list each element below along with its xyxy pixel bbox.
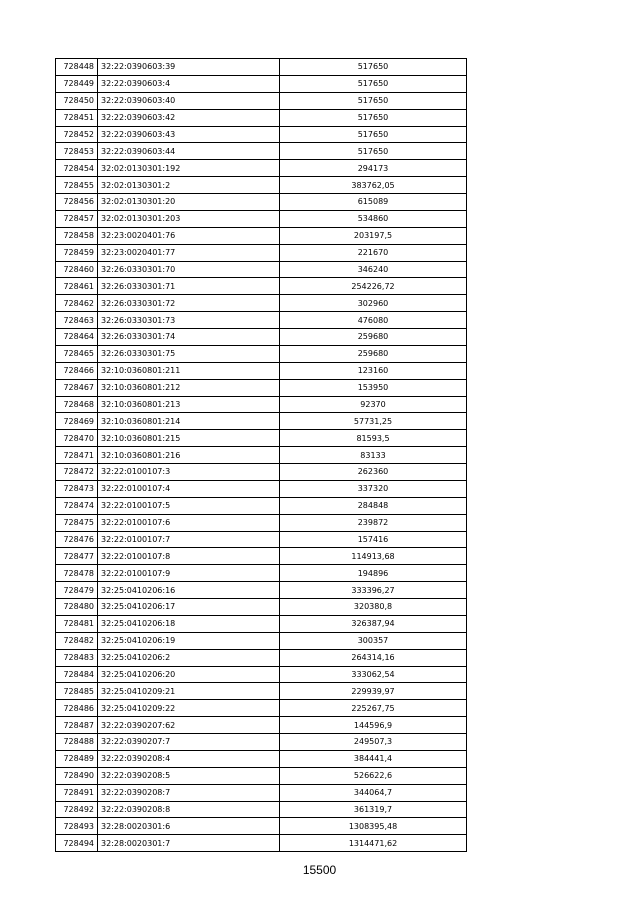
row-id-cell: 728470 <box>56 430 98 447</box>
cadastral-number-cell: 32:26:0330301:75 <box>98 345 280 362</box>
row-id-cell: 728493 <box>56 818 98 835</box>
cadastral-number-cell: 32:10:0360801:212 <box>98 379 280 396</box>
table-row <box>56 784 467 801</box>
value-cell: 294173 <box>280 160 467 177</box>
page-number: 15500 <box>302 863 337 877</box>
table-row <box>56 143 467 160</box>
value-cell: 383762,05 <box>280 177 467 194</box>
value-cell: 344064,7 <box>280 784 467 801</box>
table-row <box>56 514 467 531</box>
table-row <box>56 750 467 767</box>
row-id-cell: 728484 <box>56 666 98 683</box>
row-id-cell: 728487 <box>56 717 98 734</box>
value-cell: 1314471,62 <box>280 835 467 852</box>
table-row <box>56 160 467 177</box>
value-cell: 57731,25 <box>280 413 467 430</box>
row-id-cell: 728450 <box>56 92 98 109</box>
row-id-cell: 728473 <box>56 480 98 497</box>
cadastral-number-cell: 32:10:0360801:214 <box>98 413 280 430</box>
row-id-cell: 728482 <box>56 632 98 649</box>
registry-table-body <box>56 59 467 852</box>
value-cell: 262360 <box>280 464 467 481</box>
cadastral-number-cell: 32:26:0330301:72 <box>98 295 280 312</box>
cadastral-number-cell: 32:02:0130301:203 <box>98 210 280 227</box>
table-row <box>56 531 467 548</box>
row-id-cell: 728481 <box>56 615 98 632</box>
value-cell: 384441,4 <box>280 750 467 767</box>
value-cell: 517650 <box>280 75 467 92</box>
value-cell: 333062,54 <box>280 666 467 683</box>
row-id-cell: 728467 <box>56 379 98 396</box>
cadastral-number-cell: 32:22:0100107:3 <box>98 464 280 481</box>
row-id-cell: 728474 <box>56 497 98 514</box>
value-cell: 361319,7 <box>280 801 467 818</box>
row-id-cell: 728456 <box>56 194 98 211</box>
cadastral-number-cell: 32:22:0390207:7 <box>98 734 280 751</box>
row-id-cell: 728483 <box>56 649 98 666</box>
table-row <box>56 615 467 632</box>
row-id-cell: 728464 <box>56 329 98 346</box>
row-id-cell: 728477 <box>56 548 98 565</box>
row-id-cell: 728451 <box>56 109 98 126</box>
cadastral-number-cell: 32:22:0390603:44 <box>98 143 280 160</box>
value-cell: 517650 <box>280 92 467 109</box>
table-row <box>56 261 467 278</box>
table-row <box>56 329 467 346</box>
table-row <box>56 649 467 666</box>
cadastral-number-cell: 32:22:0100107:8 <box>98 548 280 565</box>
table-row <box>56 548 467 565</box>
value-cell: 302960 <box>280 295 467 312</box>
value-cell: 526622,6 <box>280 767 467 784</box>
value-cell: 534860 <box>280 210 467 227</box>
value-cell: 153950 <box>280 379 467 396</box>
cadastral-number-cell: 32:10:0360801:216 <box>98 447 280 464</box>
table-row <box>56 447 467 464</box>
row-id-cell: 728452 <box>56 126 98 143</box>
value-cell: 517650 <box>280 126 467 143</box>
cadastral-number-cell: 32:22:0390603:39 <box>98 59 280 76</box>
cadastral-number-cell: 32:25:0410206:17 <box>98 599 280 616</box>
cadastral-number-cell: 32:28:0020301:6 <box>98 818 280 835</box>
table-row <box>56 683 467 700</box>
value-cell: 517650 <box>280 59 467 76</box>
table-row <box>56 700 467 717</box>
table-row <box>56 666 467 683</box>
row-id-cell: 728490 <box>56 767 98 784</box>
row-id-cell: 728489 <box>56 750 98 767</box>
value-cell: 194896 <box>280 565 467 582</box>
table-row <box>56 413 467 430</box>
row-id-cell: 728461 <box>56 278 98 295</box>
cadastral-number-cell: 32:25:0410206:2 <box>98 649 280 666</box>
cadastral-number-cell: 32:22:0390208:4 <box>98 750 280 767</box>
row-id-cell: 728449 <box>56 75 98 92</box>
cadastral-number-cell: 32:22:0100107:5 <box>98 497 280 514</box>
table-row <box>56 194 467 211</box>
cadastral-number-cell: 32:23:0020401:77 <box>98 244 280 261</box>
table-row <box>56 177 467 194</box>
value-cell: 615089 <box>280 194 467 211</box>
cadastral-number-cell: 32:22:0390208:8 <box>98 801 280 818</box>
cadastral-number-cell: 32:02:0130301:192 <box>98 160 280 177</box>
row-id-cell: 728485 <box>56 683 98 700</box>
value-cell: 144596,9 <box>280 717 467 734</box>
cadastral-number-cell: 32:28:0020301:7 <box>98 835 280 852</box>
row-id-cell: 728476 <box>56 531 98 548</box>
value-cell: 157416 <box>280 531 467 548</box>
table-row <box>56 835 467 852</box>
cadastral-number-cell: 32:22:0390208:7 <box>98 784 280 801</box>
row-id-cell: 728454 <box>56 160 98 177</box>
table-row <box>56 362 467 379</box>
cadastral-number-cell: 32:23:0020401:76 <box>98 227 280 244</box>
table-row <box>56 818 467 835</box>
table-row <box>56 565 467 582</box>
row-id-cell: 728492 <box>56 801 98 818</box>
value-cell: 320380,8 <box>280 599 467 616</box>
cadastral-number-cell: 32:22:0390603:4 <box>98 75 280 92</box>
table-row <box>56 464 467 481</box>
value-cell: 114913,68 <box>280 548 467 565</box>
table-row <box>56 599 467 616</box>
value-cell: 337320 <box>280 480 467 497</box>
table-row <box>56 210 467 227</box>
table-row <box>56 278 467 295</box>
row-id-cell: 728463 <box>56 312 98 329</box>
value-cell: 346240 <box>280 261 467 278</box>
row-id-cell: 728458 <box>56 227 98 244</box>
cadastral-number-cell: 32:25:0410206:19 <box>98 632 280 649</box>
value-cell: 83133 <box>280 447 467 464</box>
row-id-cell: 728457 <box>56 210 98 227</box>
cadastral-number-cell: 32:25:0410209:21 <box>98 683 280 700</box>
cadastral-number-cell: 32:22:0390603:42 <box>98 109 280 126</box>
value-cell: 221670 <box>280 244 467 261</box>
cadastral-number-cell: 32:02:0130301:2 <box>98 177 280 194</box>
row-id-cell: 728459 <box>56 244 98 261</box>
table-row <box>56 734 467 751</box>
row-id-cell: 728478 <box>56 565 98 582</box>
table-row <box>56 480 467 497</box>
table-row <box>56 717 467 734</box>
row-id-cell: 728462 <box>56 295 98 312</box>
cadastral-number-cell: 32:22:0100107:7 <box>98 531 280 548</box>
row-id-cell: 728469 <box>56 413 98 430</box>
table-row <box>56 59 467 76</box>
cadastral-number-cell: 32:25:0410209:22 <box>98 700 280 717</box>
table-row <box>56 75 467 92</box>
table-row <box>56 109 467 126</box>
value-cell: 259680 <box>280 345 467 362</box>
row-id-cell: 728491 <box>56 784 98 801</box>
cadastral-number-cell: 32:10:0360801:213 <box>98 396 280 413</box>
cadastral-number-cell: 32:22:0390208:5 <box>98 767 280 784</box>
value-cell: 476080 <box>280 312 467 329</box>
row-id-cell: 728460 <box>56 261 98 278</box>
cadastral-number-cell: 32:26:0330301:73 <box>98 312 280 329</box>
row-id-cell: 728455 <box>56 177 98 194</box>
value-cell: 249507,3 <box>280 734 467 751</box>
value-cell: 229939,97 <box>280 683 467 700</box>
cadastral-number-cell: 32:10:0360801:215 <box>98 430 280 447</box>
row-id-cell: 728465 <box>56 345 98 362</box>
cadastral-number-cell: 32:22:0390603:43 <box>98 126 280 143</box>
cadastral-number-cell: 32:22:0390603:40 <box>98 92 280 109</box>
table-row <box>56 312 467 329</box>
value-cell: 225267,75 <box>280 700 467 717</box>
table-row <box>56 345 467 362</box>
value-cell: 203197,5 <box>280 227 467 244</box>
row-id-cell: 728494 <box>56 835 98 852</box>
registry-table <box>55 58 467 852</box>
table-row <box>56 244 467 261</box>
table-row <box>56 295 467 312</box>
value-cell: 259680 <box>280 329 467 346</box>
cadastral-number-cell: 32:02:0130301:20 <box>98 194 280 211</box>
row-id-cell: 728466 <box>56 362 98 379</box>
value-cell: 300357 <box>280 632 467 649</box>
value-cell: 284848 <box>280 497 467 514</box>
table-row <box>56 92 467 109</box>
value-cell: 254226,72 <box>280 278 467 295</box>
value-cell: 517650 <box>280 109 467 126</box>
table-row <box>56 227 467 244</box>
table-row <box>56 126 467 143</box>
row-id-cell: 728479 <box>56 582 98 599</box>
cadastral-number-cell: 32:22:0100107:6 <box>98 514 280 531</box>
cadastral-number-cell: 32:22:0100107:4 <box>98 480 280 497</box>
value-cell: 81593,5 <box>280 430 467 447</box>
value-cell: 264314,16 <box>280 649 467 666</box>
value-cell: 92370 <box>280 396 467 413</box>
cadastral-number-cell: 32:22:0390207:62 <box>98 717 280 734</box>
value-cell: 333396,27 <box>280 582 467 599</box>
table-row <box>56 767 467 784</box>
table-row <box>56 582 467 599</box>
table-row <box>56 430 467 447</box>
cadastral-number-cell: 32:10:0360801:211 <box>98 362 280 379</box>
table-row <box>56 801 467 818</box>
cadastral-number-cell: 32:25:0410206:18 <box>98 615 280 632</box>
table-row <box>56 396 467 413</box>
cadastral-number-cell: 32:25:0410206:20 <box>98 666 280 683</box>
table-row <box>56 379 467 396</box>
value-cell: 123160 <box>280 362 467 379</box>
row-id-cell: 728468 <box>56 396 98 413</box>
table-row <box>56 632 467 649</box>
row-id-cell: 728475 <box>56 514 98 531</box>
cadastral-number-cell: 32:26:0330301:70 <box>98 261 280 278</box>
cadastral-number-cell: 32:25:0410206:16 <box>98 582 280 599</box>
row-id-cell: 728488 <box>56 734 98 751</box>
cadastral-number-cell: 32:26:0330301:71 <box>98 278 280 295</box>
value-cell: 326387,94 <box>280 615 467 632</box>
cadastral-number-cell: 32:22:0100107:9 <box>98 565 280 582</box>
row-id-cell: 728472 <box>56 464 98 481</box>
row-id-cell: 728486 <box>56 700 98 717</box>
cadastral-number-cell: 32:26:0330301:74 <box>98 329 280 346</box>
row-id-cell: 728453 <box>56 143 98 160</box>
row-id-cell: 728480 <box>56 599 98 616</box>
value-cell: 517650 <box>280 143 467 160</box>
row-id-cell: 728471 <box>56 447 98 464</box>
value-cell: 239872 <box>280 514 467 531</box>
row-id-cell: 728448 <box>56 59 98 76</box>
value-cell: 1308395,48 <box>280 818 467 835</box>
table-row <box>56 497 467 514</box>
